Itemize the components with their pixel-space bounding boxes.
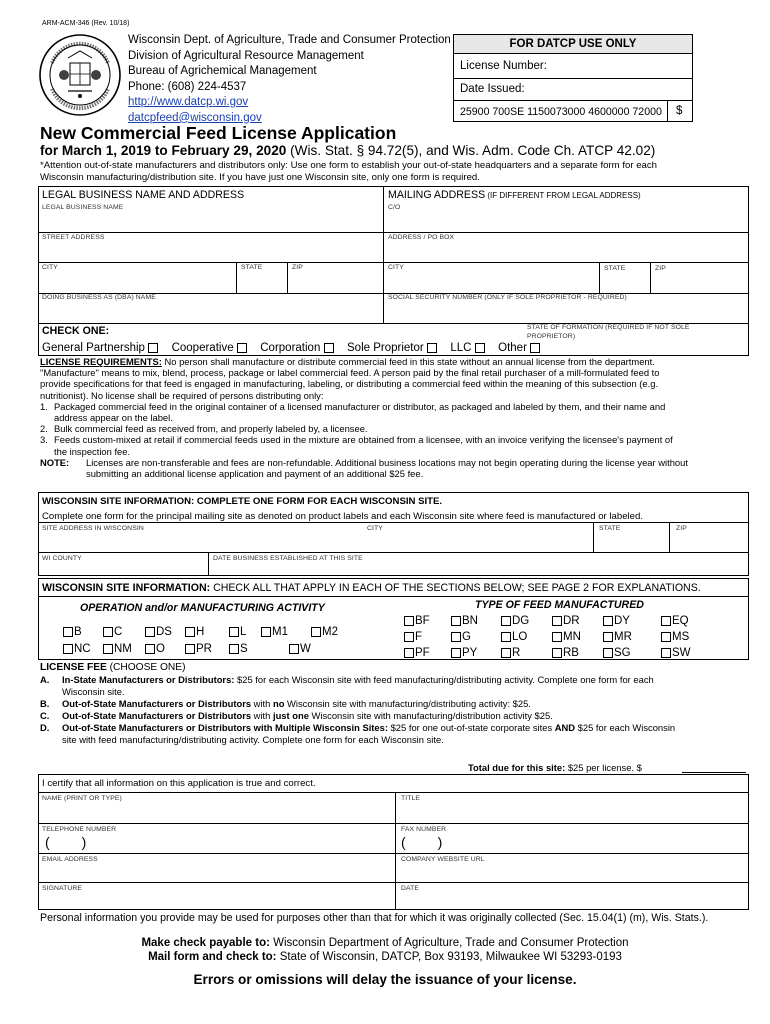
mailing-zip-label: ZIP xyxy=(655,265,666,272)
date-label: DATE xyxy=(401,885,420,892)
state-label: STATE xyxy=(241,264,263,271)
wisconsin-site-table xyxy=(38,492,749,576)
site-address-label: SITE ADDRESS IN WISCONSIN xyxy=(42,525,144,532)
date-established-label: DATE BUSINESS ESTABLISHED AT THIS SITE xyxy=(213,555,363,562)
feed-dg[interactable]: DG xyxy=(501,613,529,631)
sole-proprietor-checkbox xyxy=(427,343,437,353)
email-field[interactable] xyxy=(40,865,393,881)
feed-f[interactable]: F xyxy=(404,629,422,647)
mailing-state-label: STATE xyxy=(604,265,626,272)
sole-proprietor-option[interactable]: Sole Proprietor xyxy=(347,342,438,354)
name-label: NAME (PRINT OR TYPE) xyxy=(42,795,122,802)
feed-mn[interactable]: MN xyxy=(552,629,581,647)
ssn-field[interactable] xyxy=(386,303,746,321)
co-label: C/O xyxy=(388,204,401,211)
mailing-city-label: CITY xyxy=(388,264,404,271)
feed-ms[interactable]: MS xyxy=(661,629,689,647)
license-number-label: License Number: xyxy=(460,60,547,72)
total-due: Total due for this site: $25 per license. $ xyxy=(468,762,642,773)
op-s[interactable]: S xyxy=(229,641,248,659)
agency-bureau: Bureau of Agrichemical Management xyxy=(128,65,317,77)
wisconsin-seal-icon xyxy=(38,33,122,117)
website-label: COMPANY WEBSITE URL xyxy=(401,856,485,863)
signature-label: SIGNATURE xyxy=(42,885,83,892)
title-label: TITLE xyxy=(401,795,421,802)
mail-address: Mail form and check to: State of Wisconsin, DATCP, Box 93193, Milwaukee WI 53293-0193 xyxy=(148,951,622,963)
agency-phone: Phone: (608) 224-4537 xyxy=(128,80,247,93)
op-h[interactable]: H xyxy=(185,624,204,642)
feed-dy[interactable]: DY xyxy=(603,613,630,631)
signature-field[interactable] xyxy=(40,893,393,908)
mailing-zip-field[interactable] xyxy=(652,273,746,291)
zip-field[interactable] xyxy=(289,273,381,291)
feed-eq[interactable]: EQ xyxy=(661,613,689,631)
telephone-area-code[interactable]: ( ) xyxy=(45,834,87,850)
fax-label: FAX NUMBER xyxy=(401,826,447,833)
op-nm[interactable]: NM xyxy=(103,641,132,659)
fee-dollar-sign: $ xyxy=(676,105,683,117)
datcp-use-only-title: FOR DATCP USE ONLY xyxy=(454,35,692,54)
mailing-state-field[interactable] xyxy=(601,273,648,291)
legal-address-header: LEGAL BUSINESS NAME AND ADDRESS xyxy=(42,189,245,201)
check-payable: Make check payable to: Wisconsin Department of Agriculture, Trade and Consumer Protection xyxy=(141,937,629,949)
site-heading: WISCONSIN SITE INFORMATION: COMPLETE ONE FORM FOR EACH WISCONSIN SITE. xyxy=(42,496,443,507)
feed-sw[interactable]: SW xyxy=(661,645,691,663)
operation-title: OPERATION and/or MANUFACTURING ACTIVITY xyxy=(80,602,325,614)
op-b[interactable]: B xyxy=(63,624,82,642)
mailing-address-header: MAILING ADDRESS (IF DIFFERENT FROM LEGAL ADDRESS) xyxy=(388,189,641,201)
llc-checkbox xyxy=(475,343,485,353)
corporation-option[interactable]: Corporation xyxy=(260,342,334,354)
website-field[interactable] xyxy=(397,865,747,881)
other-checkbox xyxy=(530,343,540,353)
feed-r[interactable]: R xyxy=(501,645,520,663)
fax-area-code[interactable]: ( ) xyxy=(401,834,443,850)
cooperative-option[interactable]: Cooperative xyxy=(172,342,248,354)
op-m1[interactable]: M1 xyxy=(261,624,288,642)
street-address-field[interactable] xyxy=(40,243,380,261)
agency-email-link[interactable]: datcpfeed@wisconsin.gov xyxy=(128,111,262,124)
date-issued-label: Date Issued: xyxy=(460,83,525,95)
feed-sg[interactable]: SG xyxy=(603,645,631,663)
site-city-label: CITY xyxy=(367,525,383,532)
ssn-label: SOCIAL SECURITY NUMBER (ONLY IF SOLE PROPRIETOR - REQUIRED) xyxy=(388,294,627,301)
feed-py[interactable]: PY xyxy=(451,645,477,663)
po-box-label: ADDRESS / PO BOX xyxy=(388,234,455,241)
state-formation-label: STATE OF FORMATION (REQUIRED IF NOT SOLE PROPRIETOR) xyxy=(527,324,690,340)
agency-website-link[interactable]: http://www.datcp.wi.gov xyxy=(128,96,249,108)
title-field[interactable] xyxy=(397,805,747,822)
op-pr[interactable]: PR xyxy=(185,641,212,659)
op-m2[interactable]: M2 xyxy=(311,624,338,642)
wi-county-label: WI COUNTY xyxy=(42,555,82,562)
feed-lo[interactable]: LO xyxy=(501,629,527,647)
entity-type-options xyxy=(42,338,541,356)
op-nc[interactable]: NC xyxy=(63,641,91,659)
site-instructions: Complete one form for the principal mailing site as denoted on product labels and each Wisconsin site where feed is manufactured or labeled. xyxy=(42,511,644,522)
feed-rb[interactable]: RB xyxy=(552,645,579,663)
email-label: EMAIL ADDRESS xyxy=(42,856,98,863)
feed-mr[interactable]: MR xyxy=(603,629,632,647)
state-field[interactable] xyxy=(238,273,285,291)
feed-pf[interactable]: PF xyxy=(404,645,430,663)
certify-statement: I certify that all information on this application is true and correct. xyxy=(42,778,316,789)
business-info-table xyxy=(38,186,749,356)
zip-label: ZIP xyxy=(292,264,303,271)
site-activity-section xyxy=(38,578,749,660)
other-option[interactable]: Other xyxy=(498,342,541,354)
name-field[interactable] xyxy=(40,805,393,822)
feed-g[interactable]: G xyxy=(451,629,471,647)
site-zip-field[interactable] xyxy=(671,533,747,550)
general-partnership-checkbox xyxy=(148,343,158,353)
privacy-notice: Personal information you provide may be used for purposes other than that for which it was originally collected (Sec. 15.04(1) (m), Wis. Stats.). xyxy=(40,912,709,924)
telephone-label: TELEPHONE NUMBER xyxy=(42,826,117,833)
agency-division: Division of Agricultural Resource Management xyxy=(128,49,364,62)
wi-county-field[interactable] xyxy=(40,563,206,575)
total-due-field[interactable] xyxy=(682,772,746,773)
revenue-code: 25900 700SE 1150073000 4600000 72000 xyxy=(460,106,662,118)
date-established-field[interactable] xyxy=(210,563,746,575)
site-state-label: STATE xyxy=(599,525,621,532)
op-l[interactable]: L xyxy=(229,624,246,642)
mailing-city-field[interactable] xyxy=(386,273,597,291)
city-label: CITY xyxy=(42,264,58,271)
site-address-field[interactable] xyxy=(40,533,591,550)
street-address-label: STREET ADDRESS xyxy=(42,234,105,241)
datcp-use-only-box xyxy=(453,34,693,122)
agency-name: Wisconsin Dept. of Agriculture, Trade and Consumer Protection xyxy=(128,34,451,46)
feed-bf[interactable]: BF xyxy=(404,613,430,631)
form-title: New Commercial Feed License Application xyxy=(40,123,397,143)
form-code: ARM-ACM-346 (Rev. 10/18) xyxy=(42,20,130,27)
llc-option[interactable]: LLC xyxy=(450,342,485,354)
city-field[interactable] xyxy=(40,273,234,291)
co-field[interactable] xyxy=(386,213,746,231)
legal-business-name-label: LEGAL BUSINESS NAME xyxy=(42,204,124,211)
attention-note: *Attention out-of-state manufacturers and distributors only: Use one form to establish your out-of-state headquarters and a separate form for each Wisconsin manufacturing/distribution site. If you have just one Wisconsin site, only one form is required. xyxy=(40,160,657,183)
corporation-checkbox xyxy=(324,343,334,353)
site-state-field[interactable] xyxy=(595,533,667,550)
dba-field[interactable] xyxy=(40,303,380,321)
feed-bn[interactable]: BN xyxy=(451,613,478,631)
op-c[interactable]: C xyxy=(103,624,122,642)
delay-warning: Errors or omissions will delay the issuance of your license. xyxy=(193,972,577,987)
op-w[interactable]: W xyxy=(289,641,311,659)
site-zip-label: ZIP xyxy=(676,525,687,532)
cooperative-checkbox xyxy=(237,343,247,353)
feed-dr[interactable]: DR xyxy=(552,613,580,631)
check-one-title: CHECK ONE: xyxy=(42,325,110,337)
date-field[interactable] xyxy=(397,893,747,908)
po-box-field[interactable] xyxy=(386,243,746,261)
op-ds[interactable]: DS xyxy=(145,624,172,642)
legal-business-name-field[interactable] xyxy=(40,213,380,231)
form-subtitle: for March 1, 2019 to February 29, 2020 (Wis. Stat. § 94.72(5), and Wis. Adm. Code Ch. ATCP 42.02) xyxy=(40,143,656,158)
op-o[interactable]: O xyxy=(145,641,165,659)
feed-type-title: TYPE OF FEED MANUFACTURED xyxy=(475,599,644,611)
general-partnership-option[interactable]: General Partnership xyxy=(42,342,159,354)
dba-label: DOING BUSINESS AS (DBA) NAME xyxy=(42,294,156,301)
certification-table xyxy=(38,774,749,910)
site-activity-heading: WISCONSIN SITE INFORMATION: CHECK ALL THAT APPLY IN EACH OF THE SECTIONS BELOW; SEE PAGE 2 FOR EXPLANATIONS. xyxy=(42,582,701,594)
